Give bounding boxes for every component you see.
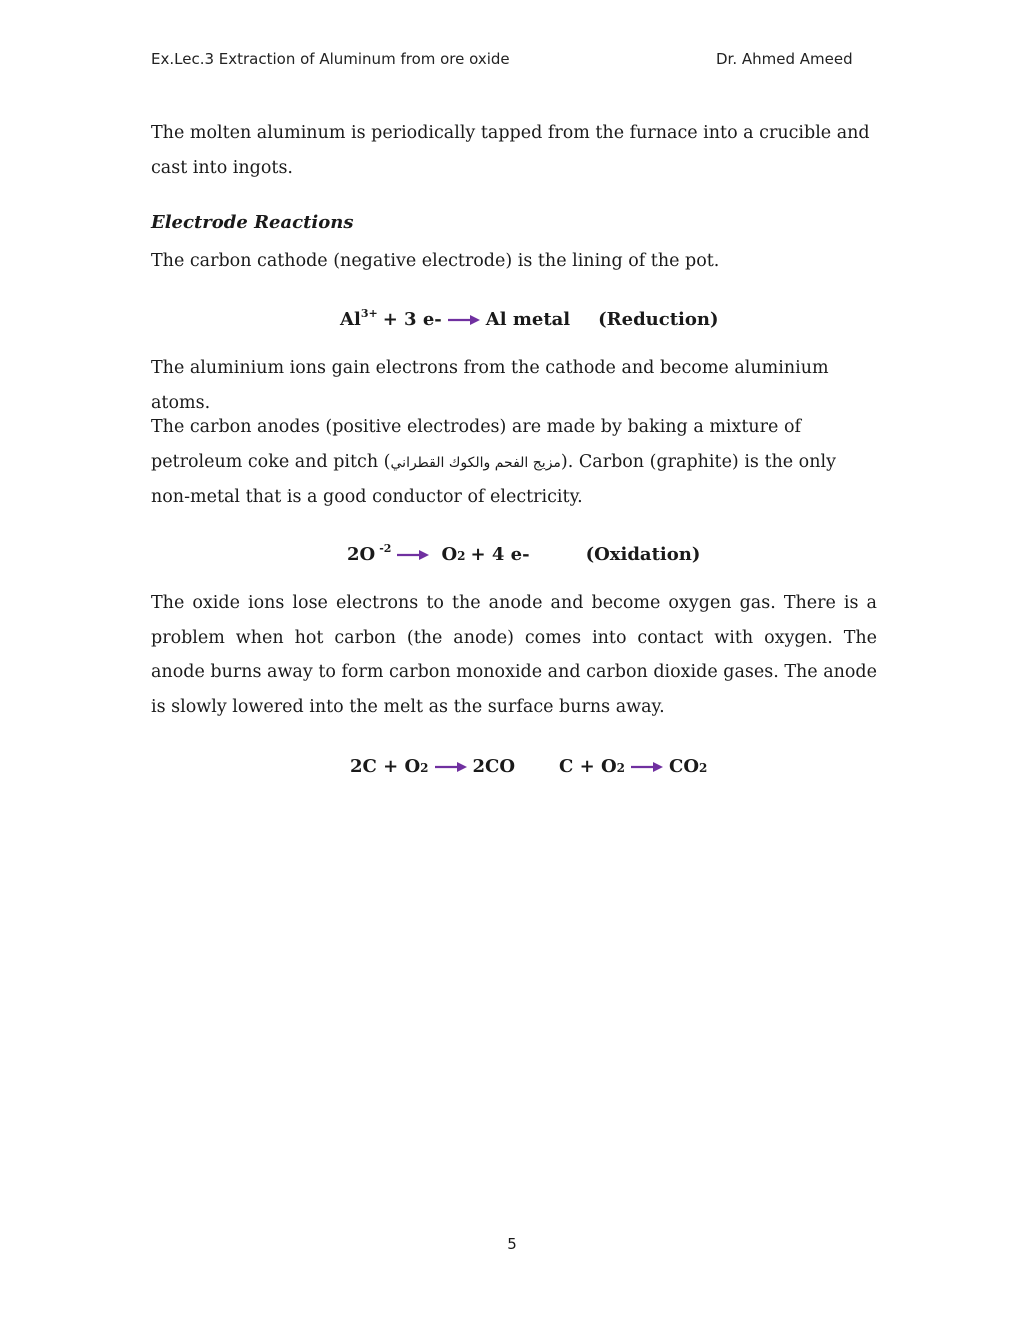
eq-label-reduction: (Reduction) bbox=[598, 309, 719, 330]
arrow-icon bbox=[448, 313, 480, 327]
paragraph-anodes bbox=[151, 410, 877, 515]
paragraph-tapping: The molten aluminum is periodically tapped from the furnace into a crucible and cast into ingots. bbox=[151, 123, 870, 178]
arabic-translation: مزيج الفحم والكوك القطراني bbox=[390, 454, 561, 471]
paragraph-cathode: The carbon cathode (negative electrode) is the lining of the pot. bbox=[151, 251, 720, 271]
anode-text-end: ). Carbon (graphite) is the only non-metal that is a good conductor of electricity. bbox=[151, 451, 836, 507]
eq-oxygen: O bbox=[441, 544, 458, 565]
eq-c2-lhs: C + O bbox=[559, 756, 617, 777]
page-number: 5 bbox=[507, 1235, 517, 1253]
eq-oxide-charge: -2 bbox=[379, 542, 392, 555]
arrow-icon bbox=[435, 760, 467, 774]
eq-label-oxidation: (Oxidation) bbox=[585, 544, 701, 565]
eq-c2-rhs-sub: 2 bbox=[699, 760, 708, 775]
eq-c1-lhs: 2C + O bbox=[350, 756, 421, 777]
eq-al: Al bbox=[340, 309, 361, 330]
anode-text-start: The carbon anodes (positive electrodes) are made by baking a mixture of petroleum coke and pitch ( bbox=[151, 417, 801, 472]
eq-oxygen-sub: 2 bbox=[457, 548, 466, 563]
eq-oxide: 2O bbox=[347, 544, 376, 565]
eq-c2-rhs: CO bbox=[669, 756, 700, 777]
equation-combustion bbox=[350, 756, 707, 777]
header-author: Dr. Ahmed Ameed bbox=[716, 50, 853, 68]
equation-reduction bbox=[340, 309, 718, 330]
header-left-title: Ex.Lec.3 Extraction of Aluminum from ore oxide bbox=[151, 50, 510, 68]
eq-c1-rhs: 2CO bbox=[472, 756, 516, 777]
paragraph-oxide-ions: The oxide ions lose electrons to the anode and become oxygen gas. There is a problem when hot carbon (the anode) comes into contact with oxygen. The anode burns away to form carbon monoxide and carbon dioxide gases. The anode is slowly lowered into the melt as the surface burns away. bbox=[151, 593, 877, 717]
eq-product: Al metal bbox=[485, 309, 571, 330]
paragraph-aluminium-ions: The aluminium ions gain electrons from the cathode and become aluminium atoms. bbox=[151, 358, 829, 413]
eq-c2-sub: 2 bbox=[616, 760, 626, 775]
arrow-icon bbox=[631, 760, 663, 774]
eq-electrons: + 3 e- bbox=[382, 309, 442, 330]
equation-oxidation bbox=[347, 544, 700, 565]
eq-al-charge: 3+ bbox=[360, 307, 378, 320]
section-heading: Electrode Reactions bbox=[151, 212, 354, 233]
arrow-icon bbox=[397, 548, 429, 562]
eq-electrons-out: + 4 e- bbox=[470, 544, 530, 565]
eq-c1-sub: 2 bbox=[420, 760, 429, 775]
